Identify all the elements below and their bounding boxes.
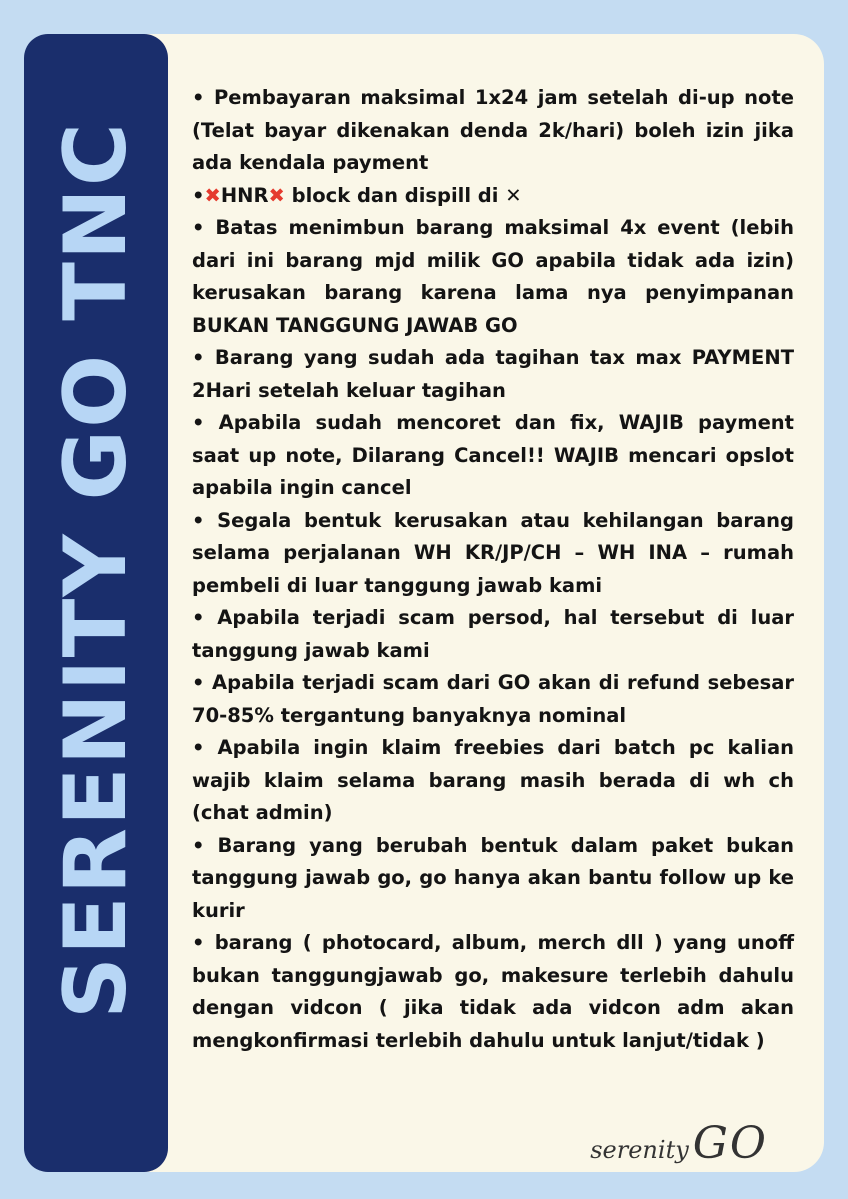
term-item: • Barang yang sudah ada tagihan tax max PAYMENT 2Hari setelah keluar tagihan <box>192 346 794 402</box>
term-item: • Barang yang berubah bentuk dalam paket bukan tanggung jawab go, go hanya akan bantu follow up ke kurir <box>192 833 794 922</box>
page-title: SERENITY GO TNC <box>46 121 146 1019</box>
cross-mark-icon: ✖ <box>268 183 285 207</box>
term-item: • barang ( photocard, album, merch dll ) yang unoff bukan tanggungjawab go, makesure terlebih dahulu dengan vidcon ( jika tidak ada vidcon adm akan mengkonfirmasi terlebih dahulu untuk lanjut/tidak ) <box>192 931 794 1052</box>
signature-logo <box>590 1118 768 1169</box>
hnr-rule: block dan dispill di <box>291 183 499 207</box>
signature-script: serenity <box>590 1136 689 1164</box>
hnr-label: HNR <box>220 183 269 207</box>
term-item: • Segala bentuk kerusakan atau kehilangan barang selama perjalanan WH KR/JP/CH – WH INA – rumah pembeli di luar tanggung jawab kami <box>192 508 794 597</box>
cross-mark-icon: ✖ <box>204 183 221 207</box>
term-item: • Apabila ingin klaim freebies dari batch pc kalian wajib klaim selama barang masih berada di wh ch (chat admin) <box>192 736 794 824</box>
term-item: • Batas menimbun barang maksimal 4x event (lebih dari ini barang mjd milik GO apabila tidak ada izin) kerusakan barang karena lama nya penyimpanan BUKAN TANGGUNG JAWAB GO <box>192 216 794 337</box>
term-item: • Apabila sudah mencoret dan fix, WAJIB payment saat up note, Dilarang Cancel!! WAJIB mencari opslot apabila ingin cancel <box>192 411 794 499</box>
terms-list <box>192 82 794 1057</box>
x-logo-icon: ✕ <box>505 183 522 207</box>
term-item: • Apabila terjadi scam dari GO akan di refund sebesar 70-85% tergantung banyaknya nominal <box>192 671 794 727</box>
term-item: • Apabila terjadi scam persod, hal tersebut di luar tanggung jawab kami <box>192 606 794 662</box>
signature-mark: GO <box>692 1118 768 1169</box>
term-item-hnr: •✖HNR✖ block dan dispill di ✕ <box>192 183 522 207</box>
term-item: • Pembayaran maksimal 1x24 jam setelah di-up note (Telat bayar dikenakan denda 2k/hari) boleh izin jika ada kendala payment <box>192 86 794 174</box>
